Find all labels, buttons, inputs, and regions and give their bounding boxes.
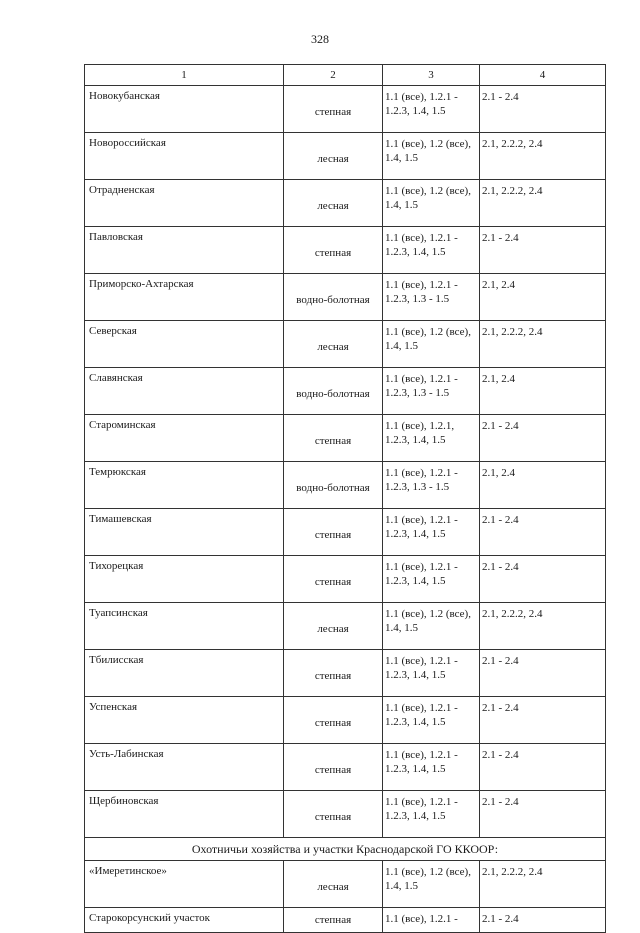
district-name-cell: Успенская: [85, 697, 284, 744]
district-name-cell: Туапсинская: [85, 603, 284, 650]
page-number: 328: [311, 32, 329, 46]
district-name-cell: Темрюкская: [85, 462, 284, 509]
zone-type-cell: лесная: [284, 603, 383, 650]
zone-type-cell: степная: [284, 556, 383, 603]
table-row: [85, 556, 606, 603]
table-row: [85, 509, 606, 556]
zone-type-cell: степная: [284, 697, 383, 744]
district-name-cell: Приморско-Ахтарская: [85, 274, 284, 321]
subsections-cell: 2.1, 2.4: [480, 462, 606, 509]
subsections-cell: 2.1, 2.4: [480, 368, 606, 415]
subsections-cell: 2.1 - 2.4: [480, 556, 606, 603]
zone-type-cell: лесная: [284, 180, 383, 227]
table-row: [85, 274, 606, 321]
table-row: [85, 697, 606, 744]
district-name-cell: Северская: [85, 321, 284, 368]
zone-type-cell: степная: [284, 509, 383, 556]
sections-cell: 1.1 (все), 1.2.1 - 1.2.3, 1.4, 1.5: [383, 697, 480, 744]
regions-table: [84, 64, 606, 933]
sections-cell: 1.1 (все), 1.2.1, 1.2.3, 1.4, 1.5: [383, 415, 480, 462]
subsections-cell: 2.1, 2.2.2, 2.4: [480, 603, 606, 650]
table-row: [85, 462, 606, 509]
zone-type-cell: водно-болотная: [284, 368, 383, 415]
sections-cell: 1.1 (все), 1.2.1 - 1.2.3, 1.4, 1.5: [383, 650, 480, 697]
zone-type-cell: степная: [284, 650, 383, 697]
table-row: [85, 791, 606, 838]
sections-cell: 1.1 (все), 1.2 (все), 1.4, 1.5: [383, 861, 480, 908]
sections-cell: 1.1 (все), 1.2.1 - 1.2.3, 1.4, 1.5: [383, 744, 480, 791]
zone-type-cell: водно-болотная: [284, 274, 383, 321]
sections-cell: 1.1 (все), 1.2.1 -: [383, 908, 480, 933]
table-row: [85, 861, 606, 908]
district-name-cell: Тихорецкая: [85, 556, 284, 603]
zone-type-cell: степная: [284, 744, 383, 791]
zone-type-cell: степная: [284, 227, 383, 274]
subsections-cell: 2.1 - 2.4: [480, 415, 606, 462]
district-name-cell: Павловская: [85, 227, 284, 274]
subsections-cell: 2.1 - 2.4: [480, 791, 606, 838]
column-header: 2: [284, 65, 383, 86]
district-name-cell: Тимашевская: [85, 509, 284, 556]
district-name-cell: Староминская: [85, 415, 284, 462]
zone-type-cell: степная: [284, 415, 383, 462]
district-name-cell: Новокубанская: [85, 86, 284, 133]
subsections-cell: 2.1 - 2.4: [480, 650, 606, 697]
subsections-cell: 2.1, 2.4: [480, 274, 606, 321]
zone-type-cell: лесная: [284, 321, 383, 368]
sections-cell: 1.1 (все), 1.2.1 - 1.2.3, 1.4, 1.5: [383, 556, 480, 603]
table-row: [85, 744, 606, 791]
sections-cell: 1.1 (все), 1.2 (все), 1.4, 1.5: [383, 133, 480, 180]
column-header: 1: [85, 65, 284, 86]
subsections-cell: 2.1 - 2.4: [480, 908, 606, 933]
sections-cell: 1.1 (все), 1.2.1 - 1.2.3, 1.4, 1.5: [383, 509, 480, 556]
subsections-cell: 2.1, 2.2.2, 2.4: [480, 133, 606, 180]
district-name-cell: Усть-Лабинская: [85, 744, 284, 791]
zone-type-cell: лесная: [284, 133, 383, 180]
subsections-cell: 2.1, 2.2.2, 2.4: [480, 861, 606, 908]
table-row: [85, 603, 606, 650]
sections-cell: 1.1 (все), 1.2.1 - 1.2.3, 1.3 - 1.5: [383, 274, 480, 321]
district-name-cell: Славянская: [85, 368, 284, 415]
zone-type-cell: степная: [284, 86, 383, 133]
table-header-row: [85, 65, 606, 86]
subsections-cell: 2.1, 2.2.2, 2.4: [480, 180, 606, 227]
district-name-cell: Новороссийская: [85, 133, 284, 180]
table-row: [85, 368, 606, 415]
district-name-cell: Отрадненская: [85, 180, 284, 227]
zone-type-cell: водно-болотная: [284, 462, 383, 509]
column-header: 3: [383, 65, 480, 86]
group-header-row: [85, 838, 606, 861]
sections-cell: 1.1 (все), 1.2.1 - 1.2.3, 1.4, 1.5: [383, 227, 480, 274]
subsections-cell: 2.1, 2.2.2, 2.4: [480, 321, 606, 368]
zone-type-cell: лесная: [284, 861, 383, 908]
table-body: [85, 65, 606, 933]
table-row: [85, 321, 606, 368]
district-name-cell: «Имеретинское»: [85, 861, 284, 908]
district-name-cell: Старокорсунский участок: [85, 908, 284, 933]
group-title: Охотничьи хозяйства и участки Краснодарской ГО ККООР:: [85, 838, 606, 861]
sections-cell: 1.1 (все), 1.2.1 - 1.2.3, 1.3 - 1.5: [383, 462, 480, 509]
table-row: [85, 227, 606, 274]
sections-cell: 1.1 (все), 1.2.1 - 1.2.3, 1.3 - 1.5: [383, 368, 480, 415]
table-row: [85, 180, 606, 227]
sections-cell: 1.1 (все), 1.2 (все), 1.4, 1.5: [383, 180, 480, 227]
subsections-cell: 2.1 - 2.4: [480, 227, 606, 274]
sections-cell: 1.1 (все), 1.2.1 - 1.2.3, 1.4, 1.5: [383, 86, 480, 133]
table-row: [85, 86, 606, 133]
district-name-cell: Щербиновская: [85, 791, 284, 838]
subsections-cell: 2.1 - 2.4: [480, 86, 606, 133]
zone-type-cell: степная: [284, 908, 383, 933]
table-row: [85, 133, 606, 180]
sections-cell: 1.1 (все), 1.2.1 - 1.2.3, 1.4, 1.5: [383, 791, 480, 838]
table-row: [85, 650, 606, 697]
subsections-cell: 2.1 - 2.4: [480, 509, 606, 556]
table-row: [85, 415, 606, 462]
subsections-cell: 2.1 - 2.4: [480, 697, 606, 744]
sections-cell: 1.1 (все), 1.2 (все), 1.4, 1.5: [383, 603, 480, 650]
zone-type-cell: степная: [284, 791, 383, 838]
district-name-cell: Тбилисская: [85, 650, 284, 697]
subsections-cell: 2.1 - 2.4: [480, 744, 606, 791]
column-header: 4: [480, 65, 606, 86]
sections-cell: 1.1 (все), 1.2 (все), 1.4, 1.5: [383, 321, 480, 368]
table-row: [85, 908, 606, 933]
